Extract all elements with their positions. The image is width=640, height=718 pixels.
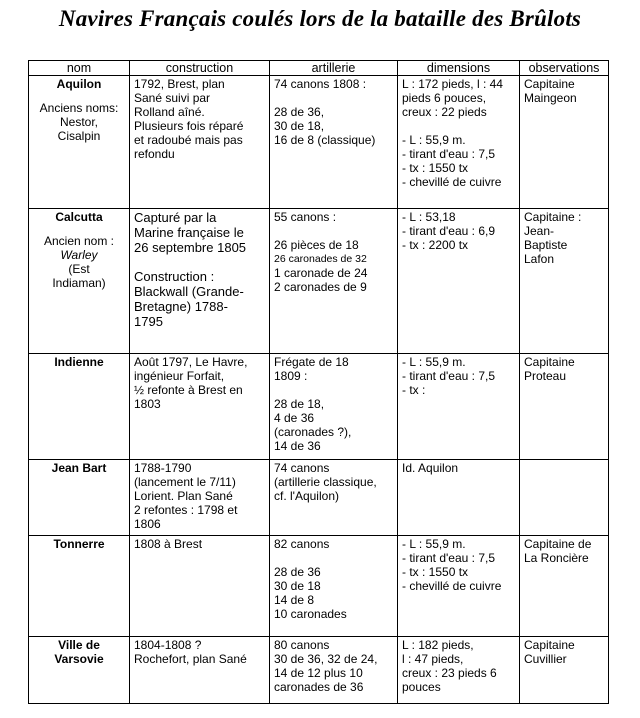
cell-line: 55 canons :: [274, 210, 337, 224]
cell-line: - L : 55,9 m.: [402, 537, 466, 551]
cell-line: Rolland aîné.: [134, 105, 205, 119]
cell-line: 1792, Brest, plan: [134, 77, 225, 91]
cell-artillerie: [270, 536, 398, 637]
cell-line: Frégate de 18: [274, 355, 349, 369]
ship-name: Aquilon: [56, 77, 102, 91]
cell-dimensions: [398, 354, 520, 460]
cell-observations: [520, 209, 609, 354]
cell-line: 16 de 8 (classique): [274, 133, 376, 147]
cell-line: 2 refontes : 1798 et: [134, 503, 238, 517]
cell-artillerie: [270, 354, 398, 460]
cell-line: (artillerie classique,: [274, 475, 377, 489]
cell-line: pouces: [402, 680, 441, 694]
header-nom: nom: [29, 61, 130, 76]
former-name-line: Indiaman): [52, 276, 106, 290]
cell-line: - tirant d'eau : 7,5: [402, 147, 496, 161]
cell-observations: [520, 76, 609, 209]
cell-line: Lafon: [524, 252, 555, 266]
cell-line: 30 de 36, 32 de 24,: [274, 652, 378, 666]
cell-line: - tirant d'eau : 7,5: [402, 551, 496, 565]
cell-dimensions: [398, 637, 520, 704]
ship-name: Jean Bart: [51, 461, 107, 475]
table-row: [29, 637, 609, 704]
cell-line: Capitaine: [524, 355, 575, 369]
cell-line: - L : 55,9 m.: [402, 133, 466, 147]
cell-line: Maingeon: [524, 91, 577, 105]
cell-line: 74 canons 1808 :: [274, 77, 367, 91]
cell-nom: [29, 76, 130, 209]
cell-line: 28 de 18,: [274, 397, 325, 411]
former-names: [33, 234, 125, 290]
cell-line: creux : 22 pieds: [402, 105, 487, 119]
cell-line: Marine française le: [134, 225, 244, 240]
line-gap: [134, 255, 265, 269]
cell-line: 74 canons: [274, 461, 330, 475]
cell-line: 82 canons: [274, 537, 330, 551]
cell-line: L : 172 pieds, l : 44: [402, 77, 503, 91]
cell-nom: [29, 209, 130, 354]
line-gap: [274, 224, 393, 238]
cell-line: ingénieur Forfait,: [134, 369, 225, 383]
cell-line: cf. l'Aquilon): [274, 489, 339, 503]
cell-line: 2 caronades de 9: [274, 280, 367, 294]
cell-line: 26 pièces de 18: [274, 238, 359, 252]
former-name-line: Ancien nom :: [43, 234, 115, 248]
table-row: [29, 354, 609, 460]
cell-line: (lancement le 7/11): [134, 475, 236, 489]
cell-line: - tx : 2200 tx: [402, 238, 469, 252]
header-dimensions: dimensions: [398, 61, 520, 76]
cell-observations: [520, 637, 609, 704]
cell-construction: [130, 76, 270, 209]
cell-line: 14 de 12 plus 10: [274, 666, 363, 680]
ship-name: Ville de Varsovie: [54, 638, 104, 666]
ships-table: [28, 60, 609, 704]
ship-name: Tonnerre: [53, 537, 105, 551]
cell-line: Lorient. Plan Sané: [134, 489, 233, 503]
cell-line: Rochefort, plan Sané: [134, 652, 247, 666]
cell-line: - tx : 1550 tx: [402, 565, 469, 579]
cell-nom: [29, 637, 130, 704]
cell-dimensions: [398, 460, 520, 536]
cell-artillerie: [270, 460, 398, 536]
cell-construction: [130, 209, 270, 354]
former-name-line: Cisalpin: [57, 129, 101, 143]
cell-line: 1808 à Brest: [134, 537, 203, 551]
cell-line: 10 caronades: [274, 607, 347, 621]
line-gap: [274, 551, 393, 565]
header-observations: observations: [520, 61, 609, 76]
line-gap: [402, 119, 515, 133]
cell-construction: [130, 637, 270, 704]
cell-line: caronades de 36: [274, 680, 364, 694]
header-construction: construction: [130, 61, 270, 76]
cell-dimensions: [398, 536, 520, 637]
cell-line: Plusieurs fois réparé: [134, 119, 244, 133]
table-body: [29, 76, 609, 704]
table-row: [29, 536, 609, 637]
table-row: [29, 76, 609, 209]
cell-line: 1803: [134, 397, 161, 411]
cell-line: 1795: [134, 314, 163, 329]
cell-line: l : 47 pieds,: [402, 652, 464, 666]
cell-observations: [520, 460, 609, 536]
cell-line: - chevillé de cuivre: [402, 579, 502, 593]
line-gap: [274, 91, 393, 105]
cell-observations: [520, 536, 609, 637]
cell-line: - tx :: [402, 383, 426, 397]
cell-line: 30 de 18: [274, 579, 321, 593]
cell-line: 80 canons: [274, 638, 330, 652]
cell-line: Jean-: [524, 224, 555, 238]
cell-line: ½ refonte à Brest en: [134, 383, 243, 397]
cell-line: refondu: [134, 147, 175, 161]
cell-line: et radoubé mais pas: [134, 133, 243, 147]
cell-line: L : 182 pieds,: [402, 638, 474, 652]
ship-name: Calcutta: [55, 210, 103, 224]
former-name-line: Nestor,: [59, 115, 98, 129]
cell-nom: [29, 460, 130, 536]
cell-construction: [130, 354, 270, 460]
cell-line: Id. Aquilon: [402, 461, 459, 475]
cell-line: - tirant d'eau : 7,5: [402, 369, 496, 383]
cell-line: 4 de 36: [274, 411, 315, 425]
cell-line: pieds 6 pouces,: [402, 91, 487, 105]
cell-line: Blackwall (Grande-: [134, 284, 244, 299]
table-row: [29, 209, 609, 354]
ship-name: Indienne: [54, 355, 104, 369]
cell-line: 30 de 18,: [274, 119, 325, 133]
former-name-line: (Est: [68, 262, 90, 276]
cell-dimensions: [398, 209, 520, 354]
cell-line: Cuvillier: [524, 652, 567, 666]
table-header-row: [29, 61, 609, 76]
cell-line: Construction :: [134, 269, 215, 284]
cell-line: Capitaine :: [524, 210, 582, 224]
cell-nom: [29, 354, 130, 460]
former-name-line: Warley: [60, 248, 98, 262]
cell-line: Août 1797, Le Havre,: [134, 355, 248, 369]
former-name-line: Anciens noms:: [39, 101, 119, 115]
cell-line: 1788-1790: [134, 461, 192, 475]
cell-nom: [29, 536, 130, 637]
cell-line: 14 de 36: [274, 439, 321, 453]
cell-observations: [520, 354, 609, 460]
cell-line: 1809 :: [274, 369, 308, 383]
cell-line: 1804-1808 ?: [134, 638, 202, 652]
table-row: [29, 460, 609, 536]
cell-line: Proteau: [524, 369, 567, 383]
cell-line: La Roncière: [524, 551, 589, 565]
page-title: Navires Français coulés lors de la bataille des Brûlots: [58, 6, 582, 31]
cell-construction: [130, 536, 270, 637]
cell-construction: [130, 460, 270, 536]
cell-line: Baptiste: [524, 238, 568, 252]
cell-line: (caronades ?),: [274, 425, 352, 439]
cell-line: Capitaine: [524, 638, 575, 652]
cell-line: 26 septembre 1805: [134, 240, 247, 255]
cell-line: Sané suivi par: [134, 91, 211, 105]
cell-line: 14 de 8: [274, 593, 315, 607]
cell-line: 26 caronades de 32: [274, 253, 367, 265]
cell-artillerie: [270, 637, 398, 704]
line-gap: [274, 383, 393, 397]
cell-dimensions: [398, 76, 520, 209]
former-names: [33, 101, 125, 143]
cell-line: Capturé par la: [134, 210, 217, 225]
cell-artillerie: [270, 76, 398, 209]
cell-line: creux : 23 pieds 6: [402, 666, 497, 680]
cell-line: 28 de 36: [274, 565, 321, 579]
cell-line: - tx : 1550 tx: [402, 161, 469, 175]
cell-line: Capitaine: [524, 77, 575, 91]
cell-line: 1 caronade de 24: [274, 266, 368, 280]
cell-line: 1806: [134, 517, 161, 531]
cell-line: - L : 53,18: [402, 210, 456, 224]
cell-line: - L : 55,9 m.: [402, 355, 466, 369]
cell-line: 28 de 36,: [274, 105, 325, 119]
cell-artillerie: [270, 209, 398, 354]
cell-line: - chevillé de cuivre: [402, 175, 502, 189]
cell-line: - tirant d'eau : 6,9: [402, 224, 496, 238]
cell-line: Bretagne) 1788-: [134, 299, 228, 314]
cell-line: Capitaine de: [524, 537, 592, 551]
header-artillerie: artillerie: [270, 61, 398, 76]
